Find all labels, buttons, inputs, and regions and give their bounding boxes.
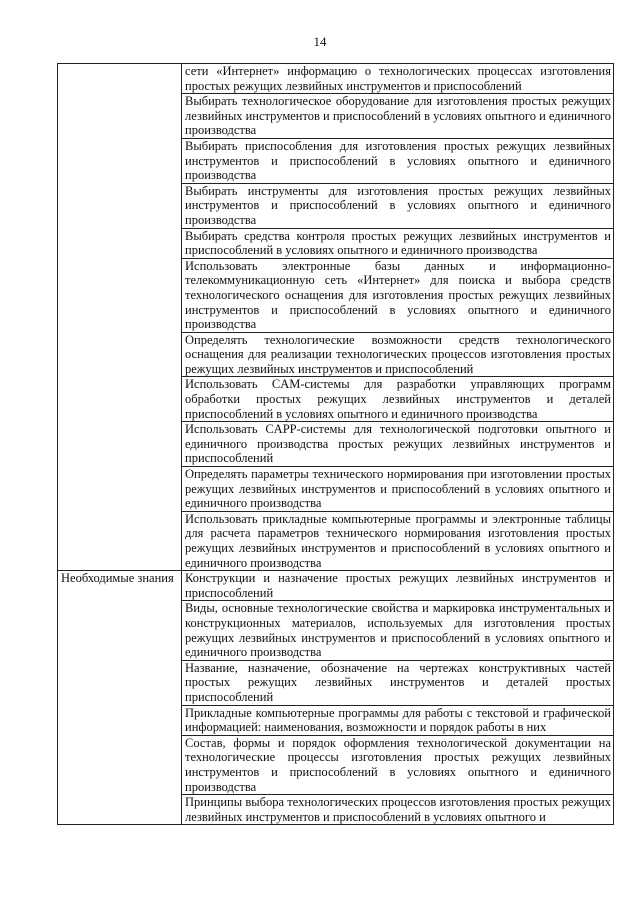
table-cell <box>182 571 614 601</box>
cell-text: Выбирать инструменты для изготовления простых режущих лезвийных инструментов и приспособлений в условиях опытного и единичного производства <box>185 183 611 227</box>
cell-text: сети «Интернет» информацию о технологических процессах изготовления простых режущих лезвийных инструментов и приспособлений <box>185 64 611 93</box>
cell-text: Конструкции и назначение простых режущих лезвийных инструментов и приспособлений <box>185 571 611 600</box>
cell-text: Использовать прикладные компьютерные программы и электронные таблицы для расчета параметров технического нормирования изготовления простых режущих лезвийных инструментов и приспособлений в условиях опытного и единичного производства <box>185 511 611 570</box>
table-cell <box>182 183 614 228</box>
table-cell <box>182 735 614 794</box>
table-cell <box>182 138 614 183</box>
table-cell <box>182 511 614 570</box>
cell-text: Использовать CAPP-системы для технологической подготовки опытного и единичного производства простых режущих лезвийных инструментов и приспособлений <box>185 422 611 466</box>
table-cell <box>182 258 614 332</box>
table-cell <box>182 332 614 377</box>
cell-text: Виды, основные технологические свойства и маркировка инструментальных и конструкционных материалов, используемых для изготовления простых режущих лезвийных инструментов и приспособлений в условиях опытного и единичного производства <box>185 601 611 660</box>
table-cell <box>182 228 614 258</box>
table-cell <box>182 377 614 422</box>
page-number: 14 <box>313 34 327 49</box>
table-cell <box>182 601 614 660</box>
cell-text: Состав, формы и порядок оформления технологической документации на технологические процессы изготовления простых режущих лезвийных инструментов и приспособлений в условиях опытного и единичного производства <box>185 735 611 794</box>
cell-text: Использовать CAM-системы для разработки управляющих программ обработки простых режущих лезвийных инструментов и деталей приспособлений в условиях опытного и единичного производства <box>185 377 611 421</box>
section-label-cell <box>58 571 182 825</box>
table-cell <box>182 422 614 467</box>
cell-text: Выбирать средства контроля простых режущих лезвийных инструментов и приспособлений в условиях опытного и единичного производства <box>185 228 611 258</box>
cell-text: Название, назначение, обозначение на чертежах конструктивных частей простых режущих лезвийных инструментов и деталей простых приспособлений <box>185 660 611 704</box>
table-row <box>58 571 614 601</box>
table-row <box>58 64 614 94</box>
requirements-table <box>57 63 614 825</box>
table-cell <box>182 467 614 512</box>
section-label-cell <box>58 64 182 571</box>
cell-text: Определять параметры технического нормирования при изготовлении простых режущих лезвийных инструментов и приспособлений в условиях опытного и единичного производства <box>185 467 611 511</box>
table-cell <box>182 94 614 139</box>
cell-text: Выбирать технологическое оборудование для изготовления простых режущих лезвийных инструментов и приспособлений в условиях опытного и единичного производства <box>185 94 612 138</box>
table-cell <box>182 705 614 735</box>
cell-text: Использовать электронные базы данных и информационно-телекоммуникационную сеть «Интернет» для поиска и выбора средств технологического оснащения для изготовления простых режущих лезвийных инструментов и приспособлений в условиях опытного и единичного производства <box>185 258 611 332</box>
table-cell <box>182 64 614 94</box>
table-cell <box>182 660 614 705</box>
cell-text: Выбирать приспособления для изготовления простых режущих лезвийных инструментов и приспособлений в условиях опытного и единичного производства <box>185 138 611 183</box>
table-cell <box>182 795 614 825</box>
section-label: Необходимые знания <box>61 571 174 586</box>
cell-text: Прикладные компьютерные программы для работы с текстовой и графической информацией: наименования, возможности и порядок работы в них <box>185 705 611 735</box>
cell-text: Принципы выбора технологических процессов изготовления простых режущих лезвийных инструментов и приспособлений в условиях опытного и <box>185 795 611 824</box>
cell-text: Определять технологические возможности средств технологического оснащения для реализации технологических процессов изготовления простых режущих лезвийных инструментов и приспособлений <box>185 332 611 376</box>
